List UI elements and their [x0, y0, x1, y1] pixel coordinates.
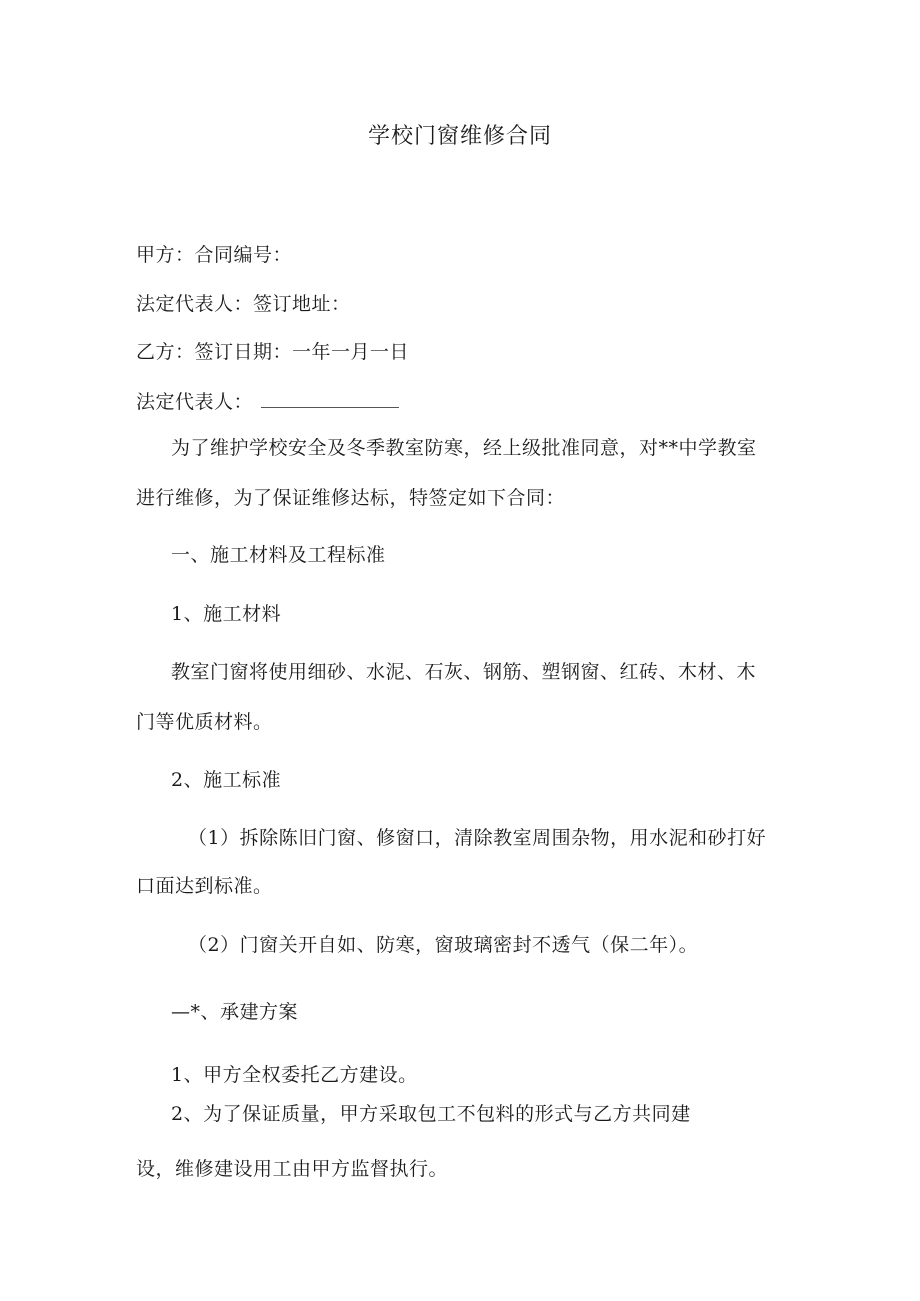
intro-line-2: 进行维修，为了保证维修达标，特签定如下合同： [136, 487, 566, 509]
materials-line-1: 教室门窗将使用细砂、水泥、石灰、钢筋、塑钢窗、红砖、木材、木 [171, 661, 757, 683]
standard-1-line-2: 口面达到标准。 [136, 875, 273, 897]
legal-rep-label: 法定代表人： [136, 391, 254, 413]
party-a-line: 甲方：合同编号： [136, 244, 293, 266]
section-2-heading: —*、承建方案 [171, 1001, 299, 1023]
section-1-item-2-heading: 2、施工标准 [171, 769, 282, 791]
document-title: 学校门窗维修合同 [367, 124, 552, 149]
section-2-item-2-line-1: 2、为了保证质量，甲方采取包工不包料的形式与乙方共同建 [171, 1103, 691, 1125]
standard-2-line: （2）门窗关开自如、防寒，窗玻璃密封不透气（保二年）。 [188, 934, 699, 956]
party-b-line: 乙方：签订日期：一年一月一日 [136, 341, 410, 363]
legal-rep-line [136, 389, 399, 414]
section-2-item-2-line-2: 设，维修建设用工由甲方监督执行。 [136, 1158, 449, 1180]
section-1-item-1-heading: 1、施工材料 [171, 603, 282, 625]
section-1-heading: 一、施工材料及工程标准 [171, 544, 386, 566]
signature-blank-field [261, 389, 399, 408]
section-2-item-1: 1、甲方全权委托乙方建设。 [171, 1064, 418, 1086]
legal-rep-sign-place-line: 法定代表人：签订地址： [136, 293, 351, 315]
standard-1-line-1: （1）拆除陈旧门窗、修窗口，清除教室周围杂物，用水泥和砂打好 [188, 827, 767, 849]
intro-line-1: 为了维护学校安全及冬季教室防寒，经上级批准同意，对**中学教室 [171, 437, 757, 459]
materials-line-2: 门等优质材料。 [136, 711, 273, 733]
